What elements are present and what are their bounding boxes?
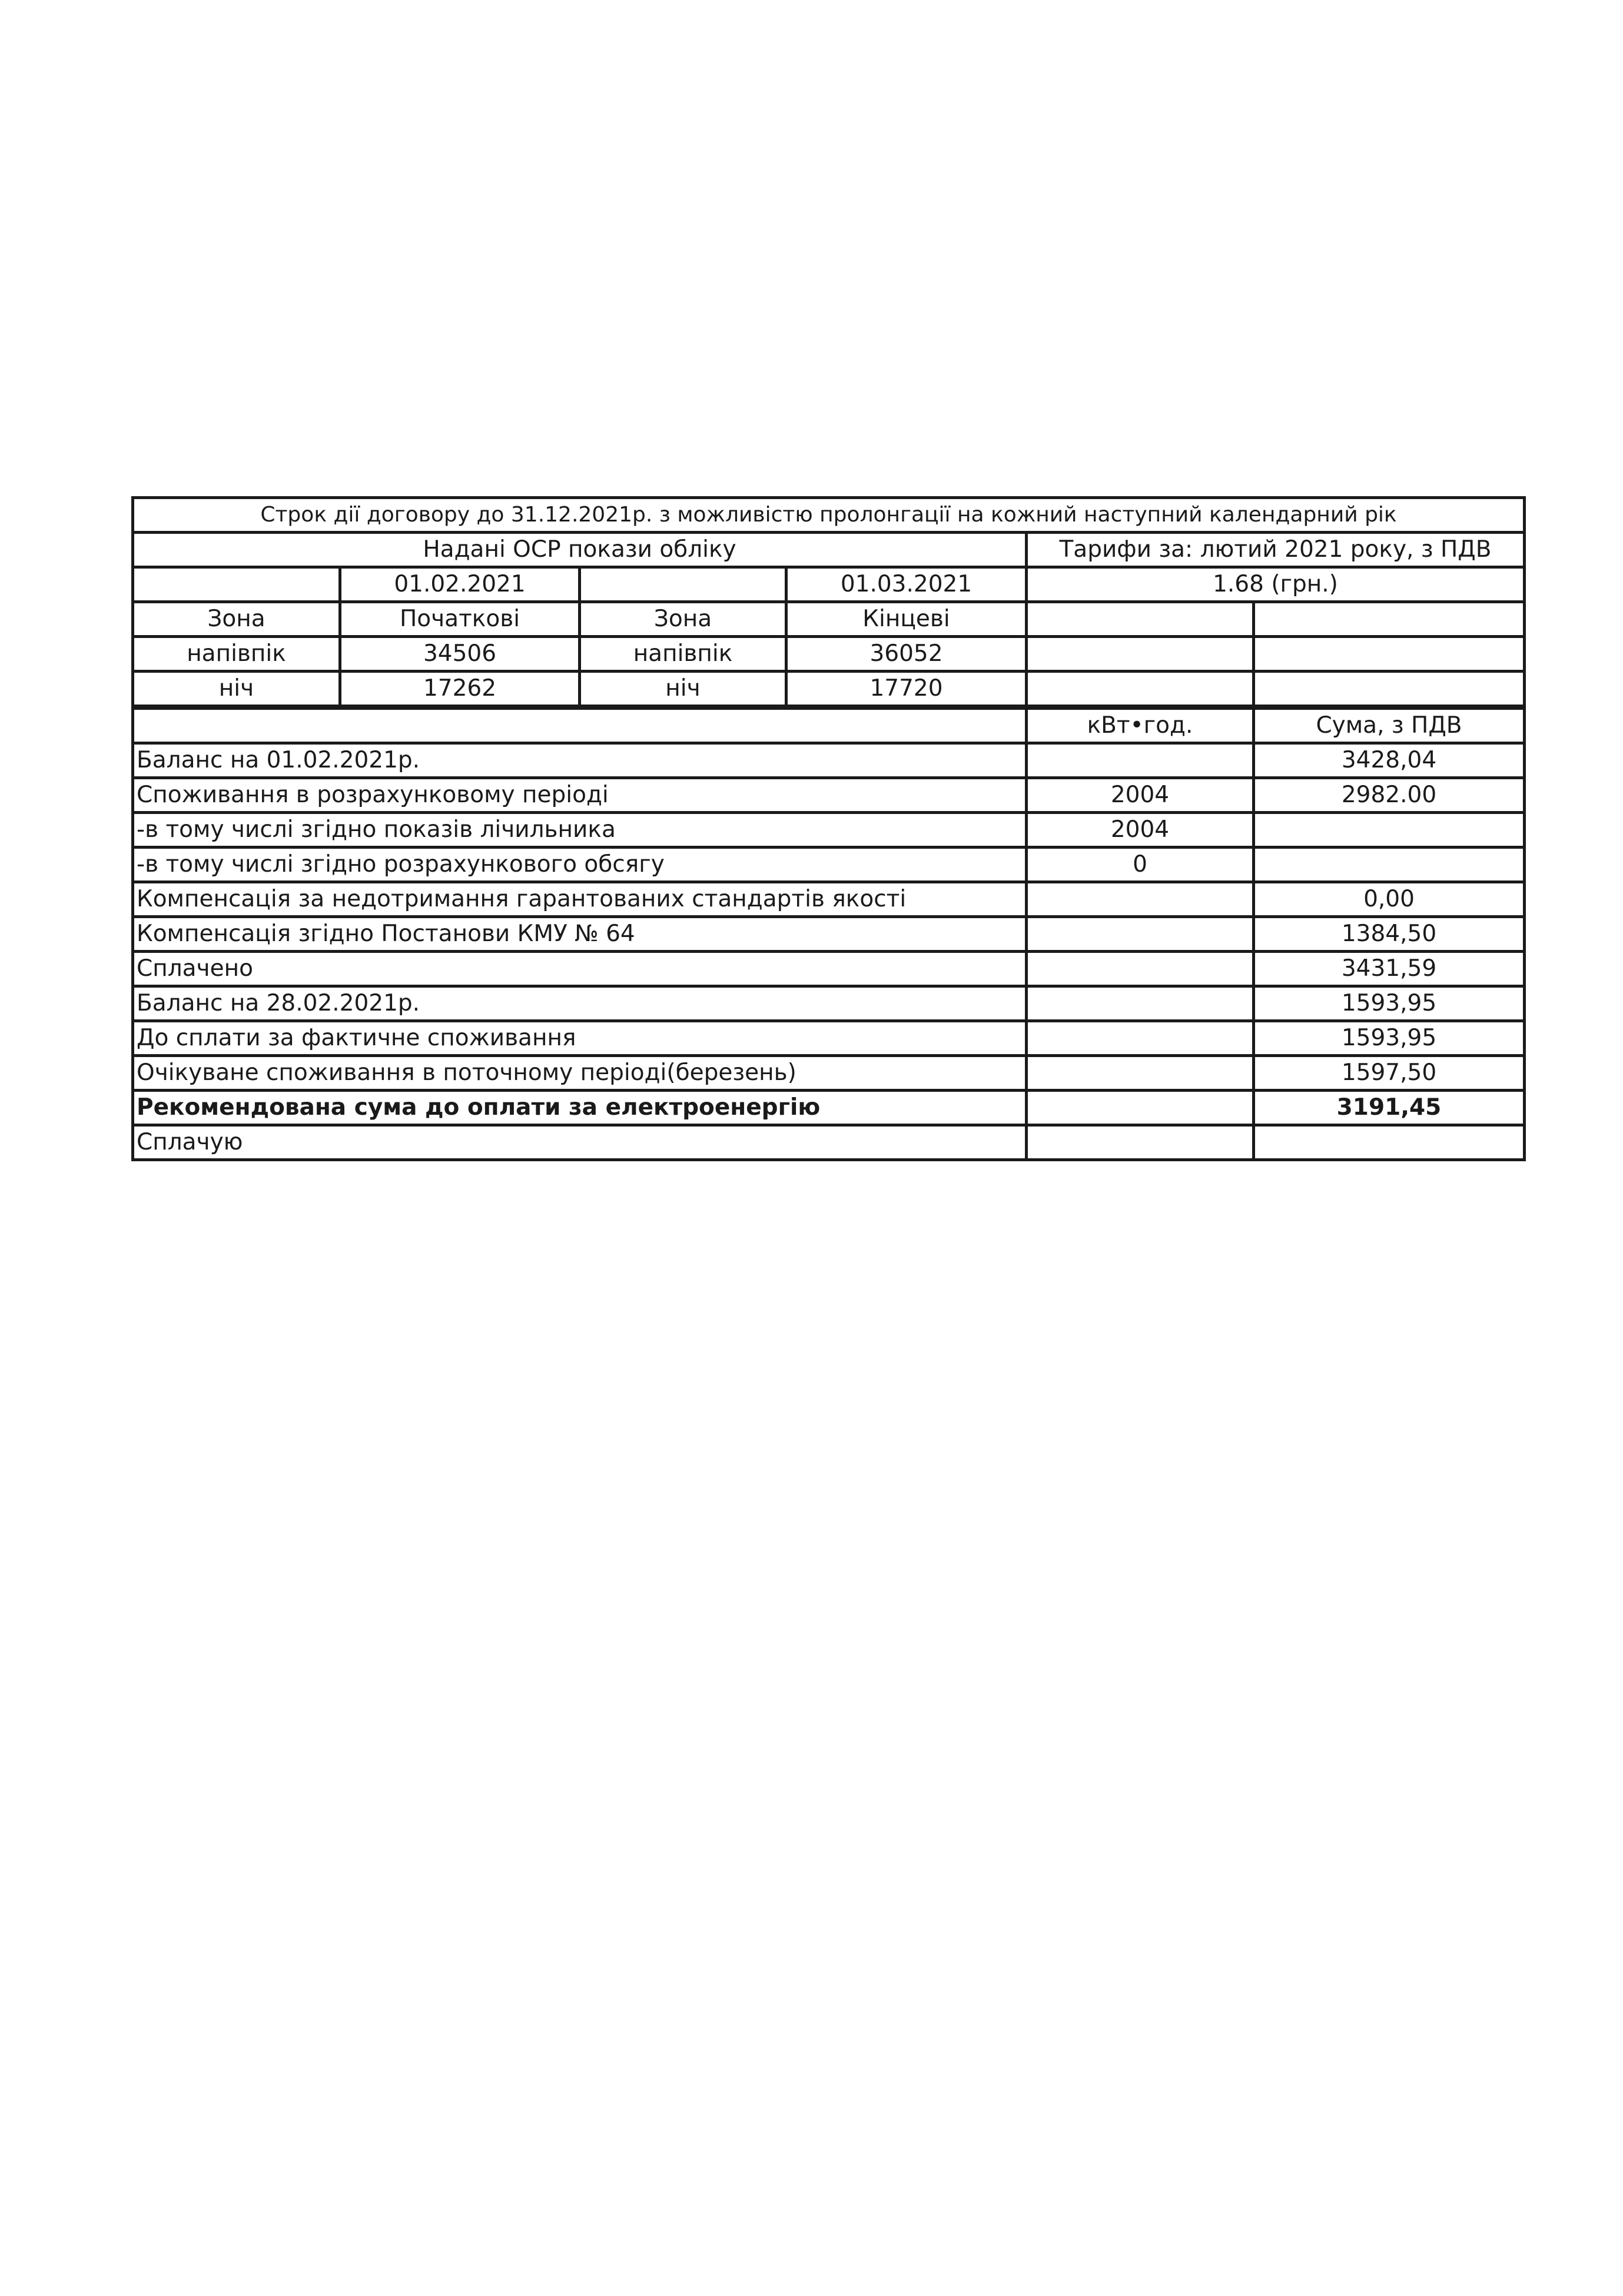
summary-kwh — [1027, 952, 1254, 986]
col-zone-end: Зона — [580, 602, 786, 637]
readings-header-row — [133, 602, 1525, 637]
summary-sum: 3431,59 — [1254, 952, 1525, 986]
recommended-row — [133, 1091, 1525, 1125]
empty-cell — [1027, 637, 1254, 672]
summary-row — [133, 917, 1525, 952]
summary-row — [133, 743, 1525, 778]
reading-zone-start: напівпік — [133, 637, 340, 672]
reading-zone-start: ніч — [133, 672, 340, 707]
summary-header-row — [133, 707, 1525, 743]
reading-zone-end: ніч — [580, 672, 786, 707]
empty-cell — [1254, 637, 1525, 672]
contract-row — [133, 498, 1525, 533]
reading-start-value: 34506 — [340, 637, 580, 672]
reading-end-value: 36052 — [786, 637, 1027, 672]
summary-row — [133, 813, 1525, 848]
empty-cell — [580, 567, 786, 602]
summary-sum: 1593,95 — [1254, 1021, 1525, 1056]
reading-row — [133, 637, 1525, 672]
summary-label: Компенсація за недотримання гарантованих стандартів якості — [133, 882, 1027, 917]
summary-label: -в тому числі згідно розрахункового обсягу — [133, 848, 1027, 882]
contract-note: Строк дії договору до 31.12.2021р. з можливістю пролонгації на кожний наступний календарний рік — [133, 498, 1525, 533]
reading-end-value: 17720 — [786, 672, 1027, 707]
summary-sum — [1254, 813, 1525, 848]
payment-label: Сплачую — [133, 1125, 1027, 1160]
summary-label: Очікуване споживання в поточному періоді(березень) — [133, 1056, 1027, 1091]
col-kwh: кВт•год. — [1027, 707, 1254, 743]
empty-cell — [133, 707, 1027, 743]
summary-kwh — [1027, 1021, 1254, 1056]
reading-zone-end: напівпік — [580, 637, 786, 672]
summary-label: До сплати за фактичне споживання — [133, 1021, 1027, 1056]
summary-kwh — [1027, 917, 1254, 952]
summary-kwh — [1027, 1056, 1254, 1091]
summary-kwh — [1027, 1125, 1254, 1160]
summary-label: Сплачено — [133, 952, 1027, 986]
summary-row — [133, 778, 1525, 813]
readings-title: Надані ОСР покази обліку — [133, 533, 1027, 567]
start-date: 01.02.2021 — [340, 567, 580, 602]
payment-row — [133, 1125, 1525, 1160]
summary-row — [133, 1056, 1525, 1091]
empty-cell — [133, 567, 340, 602]
summary-kwh: 2004 — [1027, 778, 1254, 813]
col-sum: Сума, з ПДВ — [1254, 707, 1525, 743]
summary-kwh — [1027, 1091, 1254, 1125]
reading-row — [133, 672, 1525, 707]
payment-sum — [1254, 1125, 1525, 1160]
recommended-sum: 3191,45 — [1254, 1091, 1525, 1125]
summary-row — [133, 986, 1525, 1021]
summary-label: Баланс на 01.02.2021р. — [133, 743, 1027, 778]
reading-start-value: 17262 — [340, 672, 580, 707]
empty-cell — [1254, 672, 1525, 707]
tariff-title: Тарифи за: лютий 2021 року, з ПДВ — [1027, 533, 1525, 567]
summary-sum: 0,00 — [1254, 882, 1525, 917]
summary-label: Компенсація згідно Постанови КМУ № 64 — [133, 917, 1027, 952]
end-date: 01.03.2021 — [786, 567, 1027, 602]
summary-sum: 1384,50 — [1254, 917, 1525, 952]
summary-label: -в тому числі згідно показів лічильника — [133, 813, 1027, 848]
summary-label: Баланс на 28.02.2021р. — [133, 986, 1027, 1021]
summary-row — [133, 952, 1525, 986]
summary-row — [133, 882, 1525, 917]
col-end: Кінцеві — [786, 602, 1027, 637]
summary-kwh — [1027, 743, 1254, 778]
summary-sum: 1597,50 — [1254, 1056, 1525, 1091]
empty-cell — [1254, 602, 1525, 637]
recommended-label: Рекомендована сума до оплати за електроенергію — [133, 1091, 1027, 1125]
summary-kwh — [1027, 882, 1254, 917]
tariff-value: 1.68 (грн.) — [1027, 567, 1525, 602]
summary-sum: 1593,95 — [1254, 986, 1525, 1021]
dates-row — [133, 567, 1525, 602]
summary-kwh: 0 — [1027, 848, 1254, 882]
summary-kwh — [1027, 986, 1254, 1021]
empty-cell — [1027, 602, 1254, 637]
summary-sum — [1254, 848, 1525, 882]
summary-row — [133, 848, 1525, 882]
billing-table — [131, 496, 1526, 1161]
summary-kwh: 2004 — [1027, 813, 1254, 848]
summary-sum: 3428,04 — [1254, 743, 1525, 778]
summary-sum: 2982.00 — [1254, 778, 1525, 813]
col-start: Початкові — [340, 602, 580, 637]
col-zone-start: Зона — [133, 602, 340, 637]
billing-sheet — [131, 496, 1523, 1161]
empty-cell — [1027, 672, 1254, 707]
section-headers-row — [133, 533, 1525, 567]
summary-label: Споживання в розрахунковому періоді — [133, 778, 1027, 813]
summary-row — [133, 1021, 1525, 1056]
